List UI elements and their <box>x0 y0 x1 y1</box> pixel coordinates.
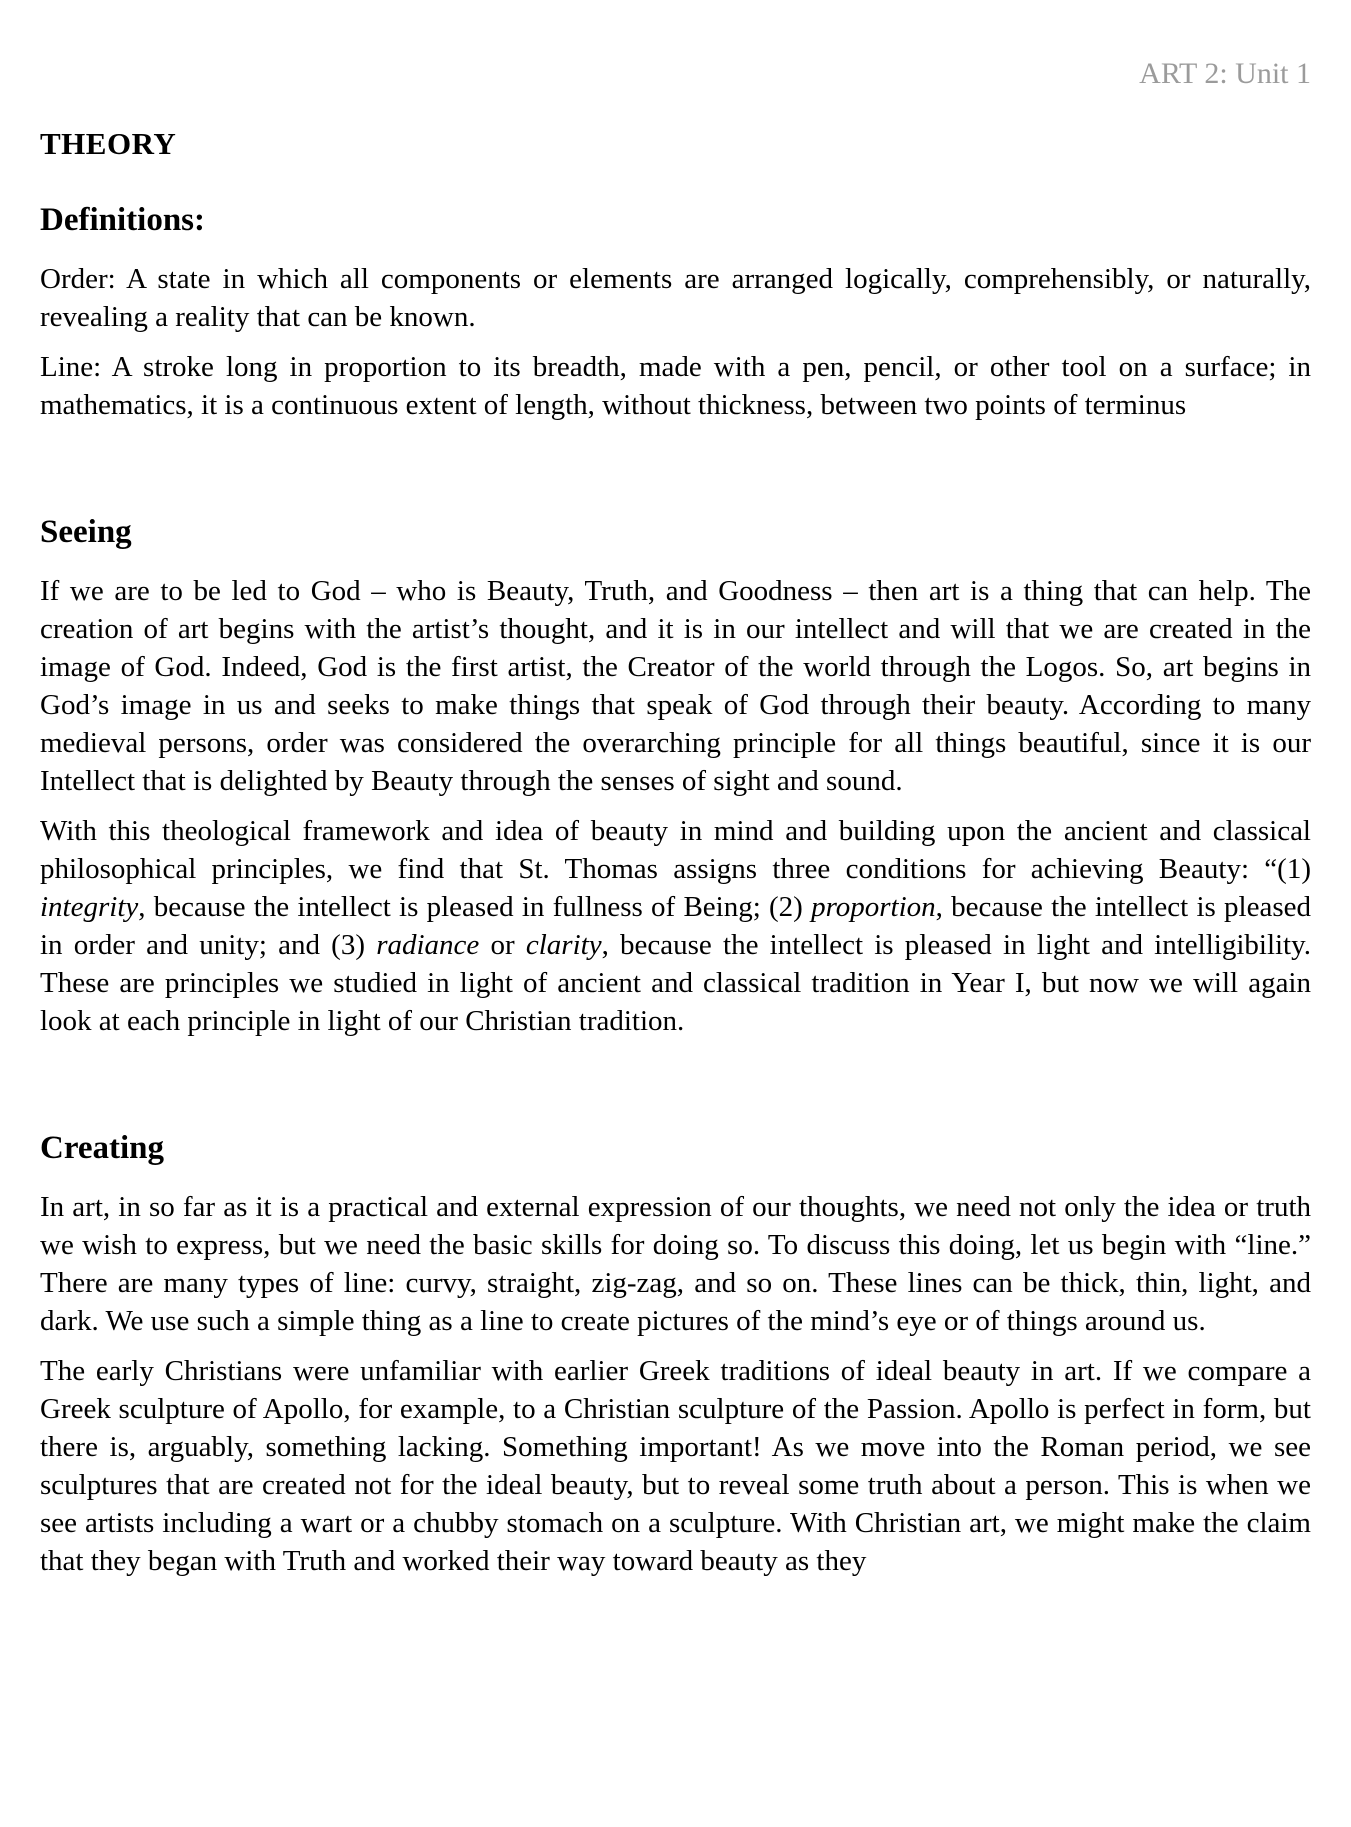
document-title: THEORY <box>40 126 177 161</box>
paragraph-early-christians: The early Christians were unfamiliar with earlier Greek traditions of ideal beauty in art. If we compare a Greek sculpture of Apollo, for example, to a Christian sculpture of the Passion. Apollo is perfect in form, but there is, arguably, something lacking. Something important! As we move into the Roman period, we see sculptures that are created not for the ideal beauty, but to reveal some truth about a person. This is when we see artists including a wart or a chubby stomach on a sculpture. With Christian art, we might make the claim that they began with Truth and worked their way toward beauty as they <box>40 1355 1311 1577</box>
section-heading-seeing: Seeing <box>40 514 132 550</box>
section-heading-creating: Creating <box>40 1130 165 1166</box>
paragraph-creating-intro: In art, in so far as it is a practical and external expression of our thoughts, we need not only the idea or truth we wish to express, but we need the basic skills for doing so. To discuss this doing, let us begin with “line.” There are many types of line: curvy, straight, zig-zag, and so on. These lines can be thick, thin, light, and dark. We use such a simple thing as a line to create pictures of the mind’s eye or of things around us. <box>40 1191 1311 1337</box>
paragraph-thomas-conditions: With this theological framework and idea of beauty in mind and building upon the ancient and classical philosophical principles, we find that St. Thomas assigns three conditions for achieving Beauty: “(1) integrity, because the intellect is pleased in fullness of Being; (2) proportion, because the intellect is pleased in order and unity; and (3) radiance or clarity, because the intellect is pleased in light and intelligibility. These are principles we studied in light of ancient and classical tradition in Year I, but now we will again look at each principle in light of our Christian tradition. <box>40 815 1311 1037</box>
paragraph-seeing-intro: If we are to be led to God – who is Beauty, Truth, and Goodness – then art is a thing that can help. The creation of art begins with the artist’s thought, and it is in our intellect and will that we are created in the image of God. Indeed, God is the first artist, the Creator of the world through the Logos. So, art begins in God’s image in us and seeks to make things that speak of God through their beauty. According to many medieval persons, order was considered the overarching principle for all things beautiful, since it is our Intellect that is delighted by Beauty through the senses of sight and sound. <box>40 575 1311 797</box>
section-seeing <box>40 512 1311 1040</box>
section-definitions <box>40 200 1311 424</box>
paragraph-order-definition: Order: A state in which all components or elements are arranged logically, comprehensibly, or naturally, revealing a reality that can be known. <box>40 263 1311 333</box>
paragraph-line-definition: Line: A stroke long in proportion to its breadth, made with a pen, pencil, or other tool on a surface; in mathematics, it is a continuous extent of length, without thickness, between two points of terminus <box>40 351 1311 421</box>
section-heading-definitions: Definitions: <box>40 202 205 238</box>
section-creating <box>40 1128 1311 1580</box>
page-header-label: ART 2: Unit 1 <box>1139 57 1311 90</box>
